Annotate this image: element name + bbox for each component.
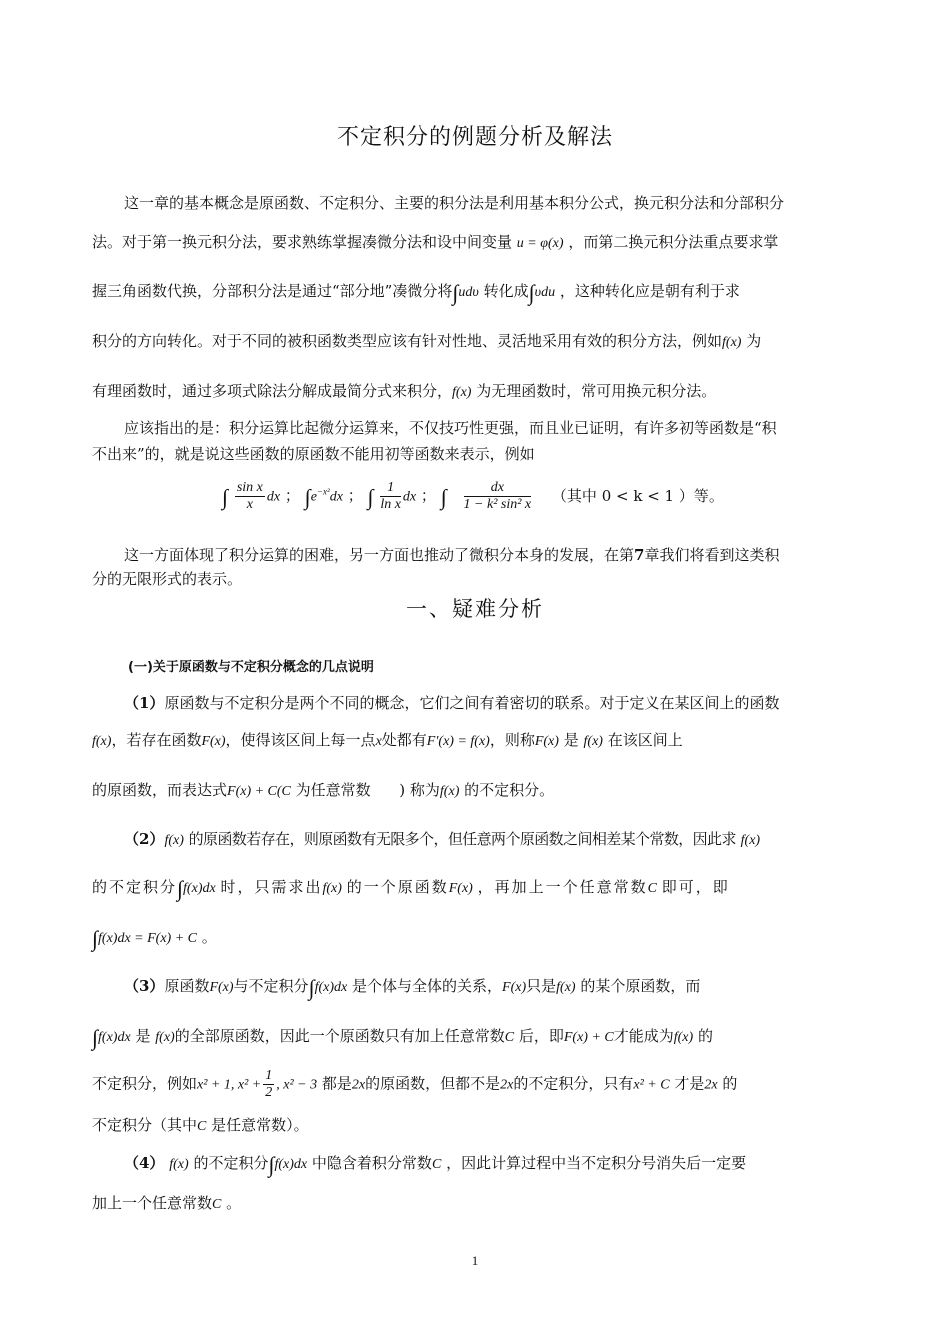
- page-number: 1: [471, 1253, 479, 1268]
- math-C: C: [504, 1030, 515, 1045]
- text: 是: [135, 1027, 151, 1045]
- math-integrand: f(x)dx: [274, 1157, 308, 1172]
- point1-line-3: [92, 779, 862, 800]
- math-u-phi: u = φ(x): [516, 236, 564, 251]
- text: 在该区间上: [607, 731, 683, 749]
- text: 才能成为: [613, 1027, 674, 1045]
- math-Fx-plus-C: F(x) + C: [563, 1030, 614, 1045]
- text: 时，只需求出: [220, 878, 323, 896]
- math-fx: f(x): [92, 734, 112, 749]
- fraction-one-half: [263, 1068, 274, 1101]
- fraction-numerator: 1: [265, 1068, 273, 1083]
- math-fx: f(x): [322, 881, 342, 896]
- text: 的: [722, 1074, 738, 1093]
- text: 是个体与全体的关系，: [352, 977, 503, 995]
- integral-sign-icon: ∫: [92, 1025, 99, 1050]
- separator: ；: [420, 486, 436, 505]
- math-fx: f(x): [452, 385, 472, 400]
- math-derivative: F′(x) = f(x): [426, 734, 490, 749]
- section-heading: 一、疑难分析: [406, 597, 544, 621]
- text: 的原函数，而表达式: [92, 781, 228, 799]
- text: 的: [697, 1027, 713, 1045]
- intro-text-1: 这一章的基本概念是原函数、不定积分、主要的积分法是利用基本积分公式，换元积分法和分部积分: [124, 194, 785, 212]
- text: 加上一个任意常数: [92, 1194, 213, 1212]
- math-C: C: [431, 1157, 442, 1172]
- text: 的全部原函数，因此一个原函数只有加上任意常数: [174, 1027, 505, 1045]
- text: 的一个原函数: [346, 878, 449, 896]
- fraction-denominator: ln x: [380, 497, 401, 512]
- text: 的不定积分: [193, 1154, 269, 1172]
- math-Fx-plus-C: F(x) + C(C: [227, 784, 291, 799]
- math-fx: f(x): [556, 980, 576, 995]
- math-fx: f(x): [169, 1157, 189, 1172]
- point3-line-2: [92, 1025, 862, 1051]
- intro-text-3c: ，这种转化应是朝有利于求: [559, 282, 740, 300]
- text: 的不定积分。: [464, 781, 555, 799]
- integral-sign-icon: ∫: [440, 484, 447, 510]
- intro-text-5a: 有理函数时，通过多项式除法分解成最简分式来积分，: [92, 382, 453, 400]
- math-Fx: F(x): [502, 980, 527, 995]
- math-integrand: f(x)dx: [183, 881, 216, 896]
- text: ，若存在函数: [111, 731, 202, 749]
- text: 是任意常数）。: [211, 1116, 309, 1134]
- intro-text-4a: 积分的方向转化。对于不同的被积函数类型应该有针对性地、灵活地采用有效的积分方法，例如: [92, 332, 723, 350]
- math-udv: udυ: [458, 285, 479, 300]
- para3-text-1b: 章我们将看到这类积: [644, 546, 780, 564]
- subsection-heading: (一)关于原函数与不定积分概念的几点说明: [128, 660, 374, 675]
- math-dx: dx: [402, 489, 417, 505]
- para2-text-2: 不出来”的，就是说这些函数的原函数不能用初等函数来表示，例如: [92, 445, 535, 463]
- point-number: （2）: [124, 830, 165, 848]
- point1-line-1: [124, 692, 894, 713]
- point-number: （1）: [124, 694, 165, 712]
- math-fx: f(x): [740, 833, 761, 848]
- math-C: C: [647, 881, 657, 896]
- integral-sign-icon: ∫: [308, 975, 315, 1000]
- chapter-number: 7: [634, 546, 645, 564]
- point-number: （3）: [124, 977, 165, 995]
- separator: ；: [347, 486, 363, 505]
- intro-text-2b: ，而第二换元积分法重点要求掌: [568, 233, 779, 251]
- text: 后，即: [518, 1027, 564, 1045]
- fraction-1-over-lnx: [380, 480, 401, 513]
- math-integral-identity: f(x)dx = F(x) + C: [98, 931, 197, 946]
- math-Fx: F(x): [209, 980, 234, 995]
- point-number: （4）: [124, 1154, 165, 1172]
- math-integrand: f(x)dx: [98, 1030, 131, 1045]
- math-example-2: , x² − 3: [276, 1077, 318, 1093]
- math-example-1: x² + 1, x² +: [197, 1077, 262, 1093]
- text: 的不定积分，只有: [513, 1074, 634, 1093]
- intro-line-2: [92, 231, 862, 252]
- math-fx: f(x): [439, 784, 460, 799]
- formula-line: [222, 480, 822, 513]
- point2-line-1: [124, 828, 894, 849]
- point1-text-1: 原函数与不定积分是两个不同的概念，它们之间有着密切的联系。对于定义在某区间上的函数: [164, 694, 780, 712]
- intro-text-3a: 握三角函数代换，分部积分法是通过“部分地”凑微分将: [92, 282, 453, 300]
- text: 。: [226, 1194, 242, 1212]
- text: ，则称: [489, 731, 535, 749]
- integral-sign-icon: ∫: [268, 1152, 275, 1177]
- integral-sign-icon: ∫: [92, 926, 99, 951]
- para3-text-1a: 这一方面体现了积分运算的困难，另一方面也推动了微积分本身的发展，在第: [124, 546, 635, 564]
- point2-line-3: [92, 926, 862, 952]
- text: ，使得该区间上每一点: [225, 731, 376, 749]
- point1-line-2: [92, 729, 862, 750]
- formula-note: （其中 0 < k < 1 ）等。: [551, 486, 724, 505]
- text: 的原函数若存在，则原函数有无限多个，但任意两个原函数之间相差某个常数，因此求: [188, 830, 736, 848]
- intro-text-4b: 为: [746, 332, 762, 350]
- math-fx: f(x): [722, 335, 742, 350]
- intro-line-4: [92, 330, 862, 351]
- text: 处都有: [381, 731, 427, 749]
- math-exponent: −x²: [316, 486, 330, 497]
- fraction-denominator: x: [246, 497, 253, 512]
- text: 不定积分，例如: [92, 1074, 198, 1093]
- text: 不定积分（其中: [92, 1116, 198, 1134]
- fraction-denominator: 2: [265, 1085, 273, 1100]
- math-C: C: [197, 1119, 207, 1134]
- math-Fx: F(x): [448, 881, 473, 896]
- text: 的原函数，但都不是: [365, 1074, 501, 1093]
- point4-line-2: [92, 1192, 862, 1213]
- math-fx: f(x): [164, 833, 184, 848]
- integral-sign-icon: ∫: [528, 280, 535, 305]
- text: ，因此计算过程中当不定积分号消失后一定要: [446, 1154, 747, 1172]
- fraction-sinx-over-x: [235, 480, 265, 513]
- integral-sign-icon: ∫: [452, 280, 459, 305]
- math-vdu: υdu: [534, 285, 556, 300]
- math-Fx: F(x): [534, 734, 559, 749]
- point3-line-4: [92, 1114, 862, 1135]
- intro-text-3b: 转化成: [483, 282, 529, 300]
- text: 才是: [674, 1074, 705, 1093]
- intro-text-5b: 为无理函数时，常可用换元积分法。: [476, 382, 717, 400]
- para2-line-1: [124, 417, 894, 438]
- text: 的某个原函数，而: [580, 977, 701, 995]
- fraction-denominator: 1 − k² sin² x: [463, 497, 532, 512]
- text: 都是: [321, 1074, 352, 1093]
- para2-text-1: 应该指出的是：积分运算比起微分运算来，不仅技巧性更强，而且业已证明，有许多初等函数是“积: [124, 419, 777, 437]
- text: 即可，即: [661, 878, 730, 896]
- math-integrand: f(x)dx: [314, 980, 348, 995]
- math-e: e: [310, 489, 317, 505]
- text: 。: [201, 928, 217, 946]
- text: 只是: [526, 977, 557, 995]
- fraction-numerator: dx: [490, 480, 504, 495]
- point4-line-1: [124, 1152, 894, 1178]
- text: 为任意常数: [295, 781, 371, 799]
- math-2x: 2x: [500, 1077, 514, 1093]
- integral-sign-icon: ∫: [177, 876, 184, 901]
- integral-sign-icon: ∫: [222, 484, 229, 510]
- para3-line-1: [124, 544, 894, 565]
- intro-text-2a: 法。对于第一换元积分法，要求熟练掌握凑微分法和设中间变量: [92, 233, 513, 251]
- text: 是: [563, 731, 579, 749]
- math-x: x: [375, 734, 382, 749]
- para2-line-2: [92, 443, 862, 464]
- integral-sign-icon: ∫: [367, 484, 374, 510]
- para3-line-2: [92, 568, 862, 589]
- math-fx: f(x): [155, 1030, 175, 1045]
- text: 原函数: [164, 977, 210, 995]
- math-C: C: [212, 1197, 222, 1212]
- point3-line-1: [124, 975, 894, 1001]
- math-x2-plus-C: x² + C: [633, 1077, 670, 1093]
- math-Fx: F(x): [201, 734, 226, 749]
- fraction-numerator: 1: [380, 480, 401, 497]
- integral-sign-icon: ∫: [304, 484, 311, 510]
- fraction-elliptic: [464, 480, 532, 513]
- math-dx: dx: [266, 489, 281, 505]
- para3-text-2: 分的无限形式的表示。: [92, 570, 243, 588]
- point2-line-2: [92, 876, 862, 902]
- intro-line-1: [124, 192, 894, 213]
- math-2x: 2x: [351, 1077, 366, 1093]
- text: ) 称为: [399, 781, 440, 799]
- math-fx: f(x): [583, 734, 603, 749]
- math-2x: 2x: [704, 1077, 718, 1093]
- separator: ；: [284, 486, 300, 505]
- text: 中隐含着积分常数: [311, 1154, 432, 1172]
- intro-line-5: [92, 380, 862, 401]
- fraction-numerator: sin x: [236, 480, 263, 495]
- document-title: 不定积分的例题分析及解法: [336, 125, 613, 150]
- text: ，再加上一个任意常数: [477, 878, 648, 896]
- text: 的不定积分: [92, 878, 178, 896]
- intro-line-3: [92, 280, 862, 306]
- point3-line-3: [92, 1068, 862, 1101]
- text: 与不定积分: [233, 977, 309, 995]
- math-dx: dx: [329, 489, 343, 505]
- math-fx: f(x): [673, 1030, 694, 1045]
